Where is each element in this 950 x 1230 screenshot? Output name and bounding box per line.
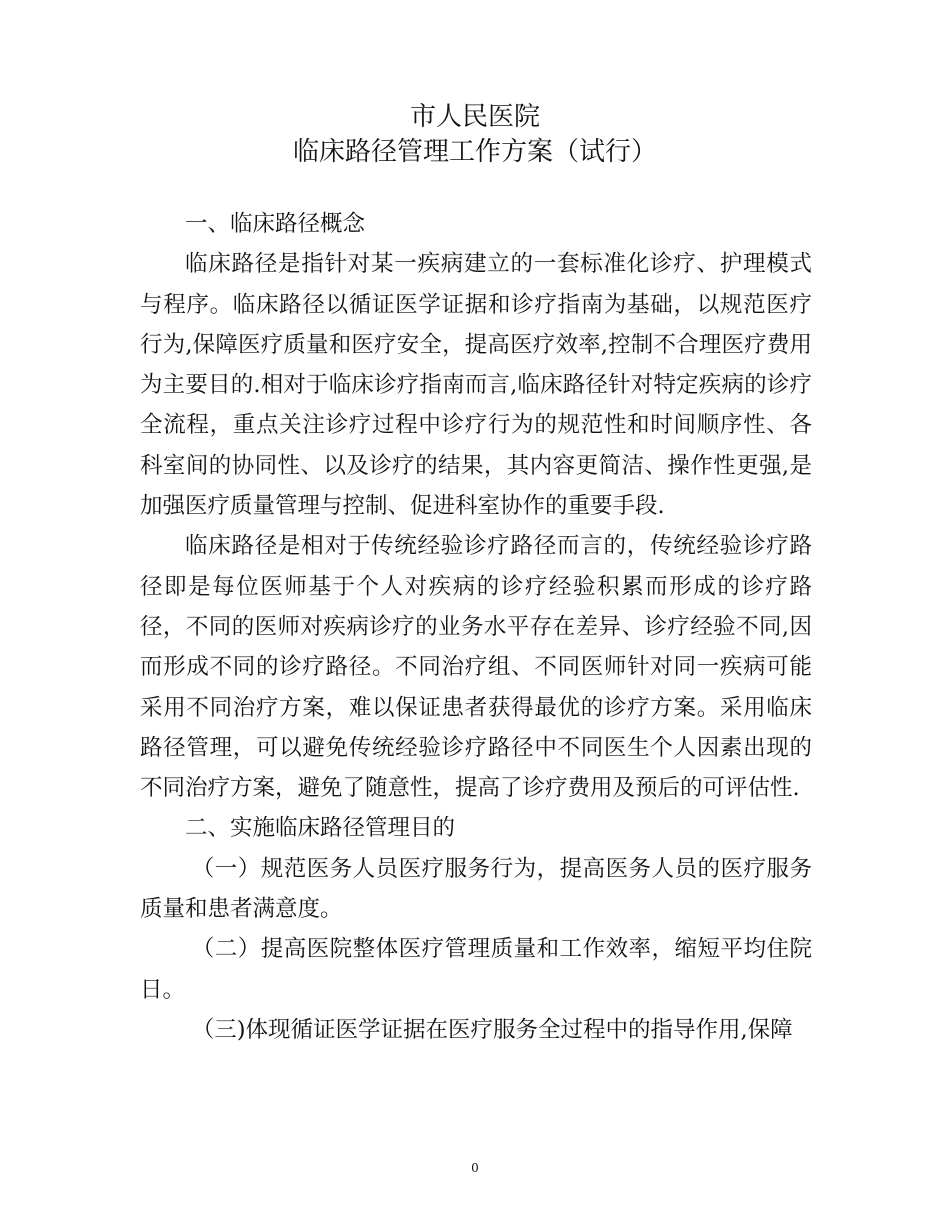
section-heading-concept: 一、临床路径概念: [185, 211, 366, 237]
page-number: 0: [471, 1161, 479, 1175]
document-body: [140, 204, 812, 1050]
purpose-item-1: （一）规范医务人员医疗服务行为，提高医务人员的医疗服务质量和患者满意度。: [140, 855, 812, 923]
title-line-plan: 临床路径管理工作方案（试行）: [292, 137, 657, 167]
section-heading-purpose: 二、实施临床路径管理目的: [185, 815, 456, 842]
purpose-item-2: （二）提高医院整体医疗管理质量和工作效率，缩短平均住院日。: [140, 936, 812, 1003]
document-title: [0, 100, 950, 170]
purpose-item-3: （三)体现循证医学证据在医疗服务全过程中的指导作用,保障: [191, 1016, 793, 1043]
paragraph-concept-comparison: 临床路径是相对于传统经验诊疗路径而言的，传统经验诊疗路径即是每位医师基于个人对疾病的诊疗经验积累而形成的诊疗路径，不同的医师对疾病诊疗的业务水平存在差异、诊疗经验不同,因而形成不同的诊疗路径。不同治疗组、不同医师针对同一疾病可能采用不同治疗方案，难以保证患者获得最优的诊疗方案。采用临床路径管理，可以避免传统经验诊疗路径中不同医生个人因素出现的不同治疗方案，避免了随意性，提高了诊疗费用及预后的可评估性.: [140, 533, 812, 802]
paragraph-concept-definition: 临床路径是指针对某一疾病建立的一套标准化诊疗、护理模式与程序。临床路径以循证医学证据和诊疗指南为基础，以规范医疗行为,保障医疗质量和医疗安全，提高医疗效率,控制不合理医疗费用为主要目的.相对于临床诊疗指南而言,临床路径针对特定疾病的诊疗全流程，重点关注诊疗过程中诊疗行为的规范性和时间顺序性、各科室间的协同性、以及诊疗的结果，其内容更简洁、操作性更强,是加强医疗质量管理与控制、促进科室协作的重要手段.: [140, 251, 812, 520]
title-line-hospital: 市人民医院: [409, 102, 540, 132]
